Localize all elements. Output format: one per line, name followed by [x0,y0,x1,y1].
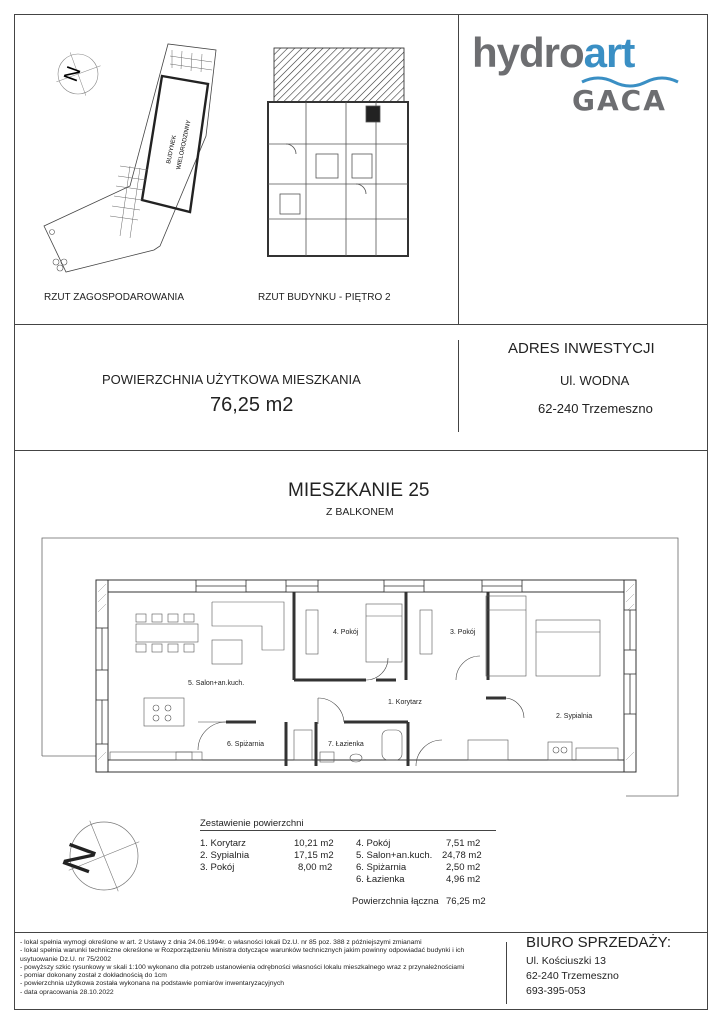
summary-rule [200,830,496,831]
building-plan-caption: RZUT BUDYNKU - PIĘTRO 2 [258,292,391,303]
room-label-5: 5. Salon+an.kuch. [188,680,245,687]
legal-notes [20,939,498,997]
note-line: - data opracowania 28.10.2022 [20,988,114,996]
summary-right-value-1: 7,51 m2 [446,838,481,849]
note-line: - lokal spełnia warunki techniczne określone w Rozporządzeniu Ministra dotyczące warunków technicznych jakim powinny odpowiadać budynki i ich [20,947,465,955]
summary-left-name-3: 3. Pokój [200,862,235,873]
address-street: Ul. WODNA [560,373,630,388]
summary-right-name-1: 4. Pokój [356,838,391,849]
note-line: - pomiar dokonany został z dokładnością do 1cm [20,972,167,980]
summary-total-value: 76,25 m2 [446,896,486,907]
balcony-outline [42,538,678,796]
note-line: usytuowanie Dz.U. nr 75/2002 [20,955,112,963]
summary-right-value-3: 2,50 m2 [446,862,481,873]
divider-logo [458,14,459,324]
north-label: N [54,837,106,880]
room-label-4: 4. Pokój [333,629,359,636]
logo-art: art [583,29,635,76]
building-floor-plan-drawing [256,44,416,264]
apartment-title: MIESZKANIE 25 [288,480,430,501]
summary-left-value-2: 17,15 m2 [294,850,334,861]
summary-right-name-2: 5. Salon+an.kuch. [356,850,433,861]
summary-total-label: Powierzchnia łączna [352,896,439,907]
apartment-subtitle: Z BALKONEM [326,506,394,518]
summary-left-value-3: 8,00 m2 [298,862,333,873]
summary-left-name-2: 2. Sypialnia [200,850,250,861]
svg-text:N: N [60,63,86,85]
divider-address [458,340,459,432]
logo-gaca: GACA [572,84,667,117]
summary-left-value-1: 10,21 m2 [294,838,334,849]
apartment-floor-plan [36,530,686,810]
svg-text:WIELORODZINNY: WIELORODZINNY [176,119,193,171]
summary-title: Zestawienie powierzchni [200,818,304,829]
sales-phone: 693-395-053 [526,985,586,997]
room-label-1: 1. Korytarz [388,699,422,706]
room-label-3: 3. Pokój [450,629,476,636]
room-label-7: 7. Łazienka [328,741,364,748]
logo-hydro: hydro [472,29,584,76]
address-title: ADRES INWESTYCJI [508,340,655,357]
area-summary [200,818,496,908]
sales-city: 62-240 Trzemeszno [526,970,619,982]
summary-right-name-4: 6. Łazienka [356,874,405,885]
divider-bottom [14,932,708,933]
area-label: POWIERZCHNIA UŻYTKOWA MIESZKANIA [102,372,361,387]
address-city: 62-240 Trzemeszno [538,401,653,416]
area-value: 76,25 m2 [210,394,294,416]
summary-left-name-1: 1. Korytarz [200,838,246,849]
summary-right-name-3: 6. Spiżarnia [356,862,407,873]
site-plan-drawing [30,36,240,276]
site-plan-caption: RZUT ZAGOSPODAROWANIA [44,292,185,303]
summary-right-value-2: 24,78 m2 [442,850,482,861]
divider-sales [506,942,507,1004]
svg-text:BUDYNEK: BUDYNEK [166,134,178,165]
room-label-2: 2. Sypialnia [556,713,593,720]
divider-mid [14,450,708,451]
sales-title: BIURO SPRZEDAŻY: [526,934,672,951]
room-label-6: 6. Spiżarnia [227,741,264,748]
logo [470,24,696,124]
divider-top [14,324,708,325]
note-line: - powyższy szkic rysunkowy w skali 1:100 wykonano dla potrzeb ustanowienia odrębności własności lokalu mieszkalnego wraz z przynależnościami [20,963,465,971]
sales-street: Ul. Kościuszki 13 [526,955,606,967]
note-line: - lokal spełnia wymogi określone w art. 2 Ustawy z dnia 24.06.1994r. o własności lokali Dz.U. nr 85 poz. 388 z późniejszymi zmianami [20,939,422,946]
summary-right-value-4: 4,96 m2 [446,874,481,885]
note-line: - powierzchnia użytkowa została wykonana na podstawie pomiarów inwentaryzacyjnych [20,980,285,988]
